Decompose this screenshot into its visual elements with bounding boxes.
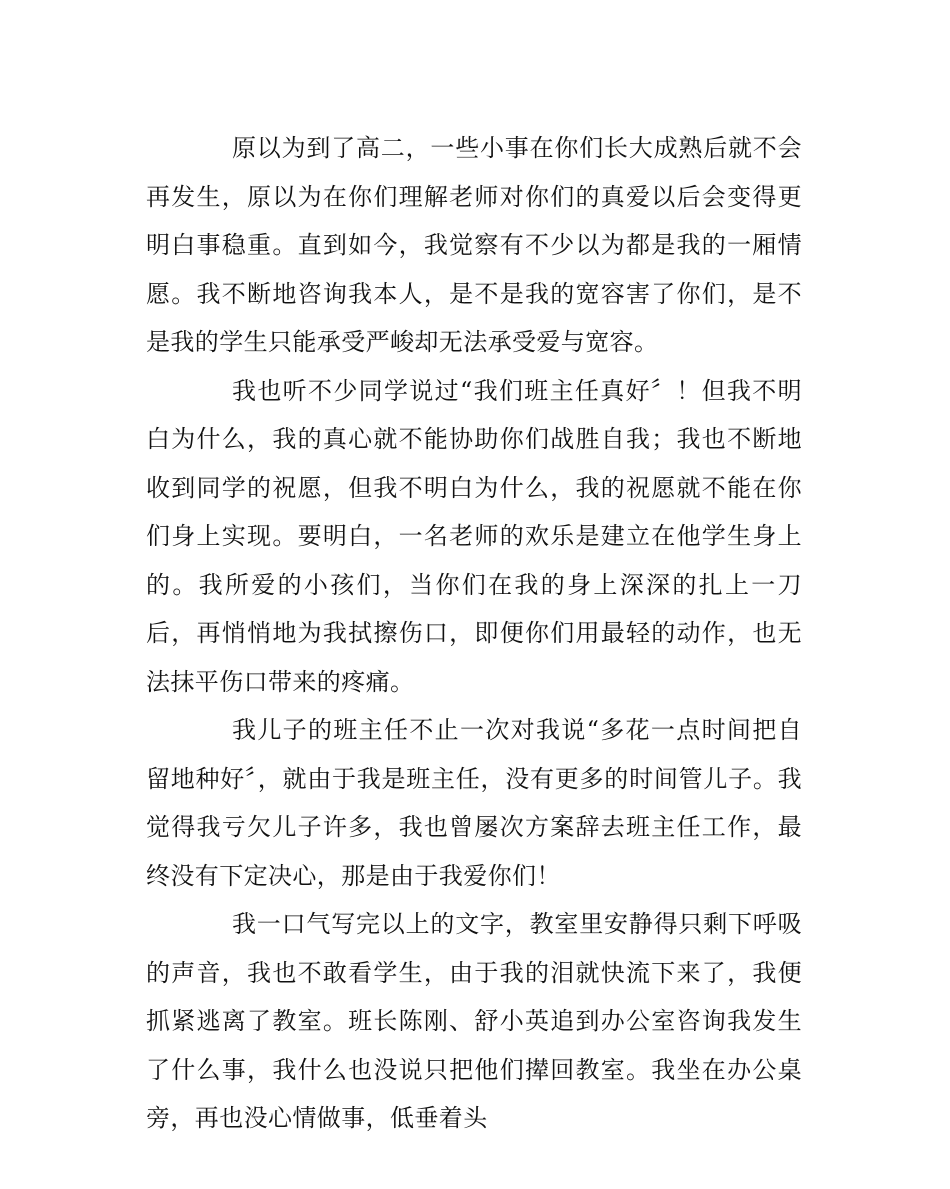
paragraph-4: 我一口气写完以上的文字，教室里安静得只剩下呼吸的声音，我也不敢看学生，由于我的泪就快流下来了，我便抓紧逃离了教室。班长陈刚、舒小英追到办公室咨询我发生了什么事，我什么也没说只把他们撵回教室。我坐在办公桌旁，再也没心情做事，低垂着头 <box>146 910 802 1132</box>
document-body <box>146 124 802 1143</box>
paragraph-1: 原以为到了高二，一些小事在你们长大成熟后就不会再发生，原以为在你们理解老师对你们的真爱以后会变得更明白事稳重。直到如今，我觉察有不少以为都是我的一厢情愿。我不断地咨询我本人，是不是我的宽容害了你们，是不是我的学生只能承受严峻却无法承受爱与宽容。 <box>146 134 802 356</box>
paragraph-3: 我儿子的班主任不止一次对我说“多花一点时间把自留地种好〞，就由于我是班主任，没有更多的时间管儿子。我觉得我亏欠儿子许多，我也曾屡次方案辞去班主任工作，最终没有下定决心，那是由于我爱你们！ <box>146 716 802 890</box>
paragraph-2: 我也听不少同学说过“我们班主任真好〞！但我不明白为什么，我的真心就不能协助你们战胜自我；我也不断地收到同学的祝愿，但我不明白为什么，我的祝愿就不能在你们身上实现。要明白，一名老师的欢乐是建立在他学生身上的。我所爱的小孩们，当你们在我的身上深深的扎上一刀后，再悄悄地为我拭擦伤口，即便你们用最轻的动作，也无法抹平伤口带来的疼痛。 <box>146 376 802 696</box>
